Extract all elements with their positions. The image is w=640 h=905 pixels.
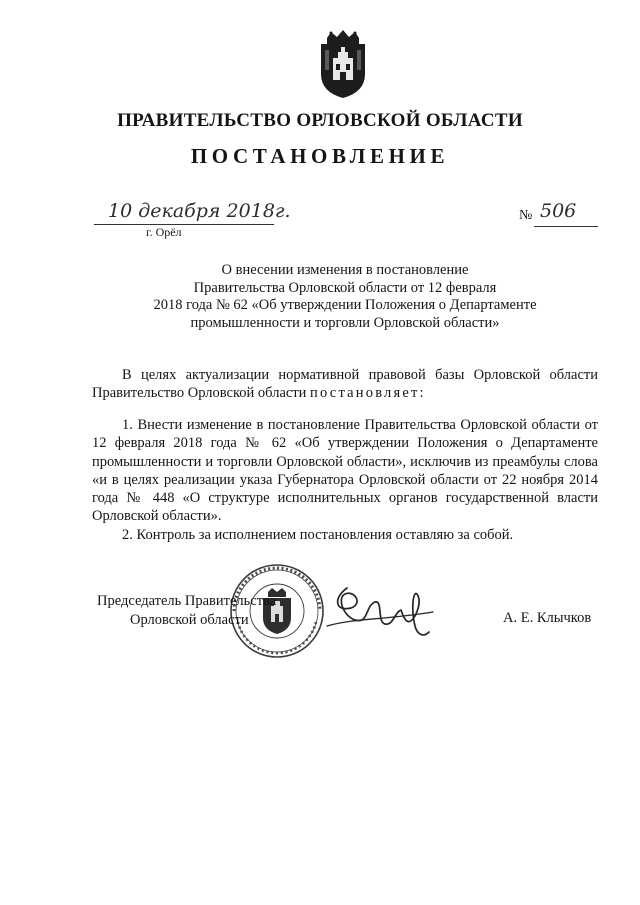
signatory-position-line: Председатель Правительства (97, 593, 277, 609)
number-underline (534, 226, 598, 227)
number-label: № (519, 208, 533, 223)
date-underline (94, 224, 274, 225)
subject-line: промышленности и торговли Орловской области» (190, 315, 500, 332)
preamble (92, 366, 598, 403)
resolution-item-1: 1. Внести изменение в постановление Правительства Орловской области от 12 февраля 2018 года № 62 «Об утверждении Положения о Департаменте промышленности и торговли Орловской области», исключив из преамбулы слова «и в целях реализации указа Губернатора Орловской области от 22 ноября 2014 года № 448 «О структуре исполнительных органов государственной власти Орловской области». (92, 417, 598, 525)
preamble-text: В целях актуализации нормативной правовой базы Орловской области Правительство Орловской области (92, 367, 598, 402)
organization-title: ПРАВИТЕЛЬСТВО ОРЛОВСКОЙ ОБЛАСТИ (117, 110, 523, 131)
city-label: г. Орёл (146, 225, 182, 239)
handwritten-signature-icon (325, 582, 435, 644)
signatory-position (97, 592, 276, 629)
subject-line: 2018 года № 62 «Об утверждении Положения о Департаменте (153, 297, 537, 314)
document-subject (100, 262, 590, 333)
number-handwritten: 506 (540, 200, 577, 222)
date-handwritten: 10 декабря 2018г. (108, 200, 291, 222)
document-type-heading: ПОСТАНОВЛЕНИЕ (190, 144, 450, 168)
resolution-items (92, 416, 598, 544)
orel-region-coat-of-arms-icon (317, 30, 369, 100)
signatory-position-line: Орловской области (130, 611, 249, 628)
subject-line: Правительства Орловской области от 12 февраля (193, 279, 497, 296)
subject-line: О внесении изменения в постановление (221, 262, 469, 278)
signatory-name: А. Е. Клычков (503, 610, 592, 626)
preamble-resolves: постановляет: (310, 385, 426, 402)
resolution-item-2: 2. Контроль за исполнением постановления оставляю за собой. (122, 526, 514, 543)
